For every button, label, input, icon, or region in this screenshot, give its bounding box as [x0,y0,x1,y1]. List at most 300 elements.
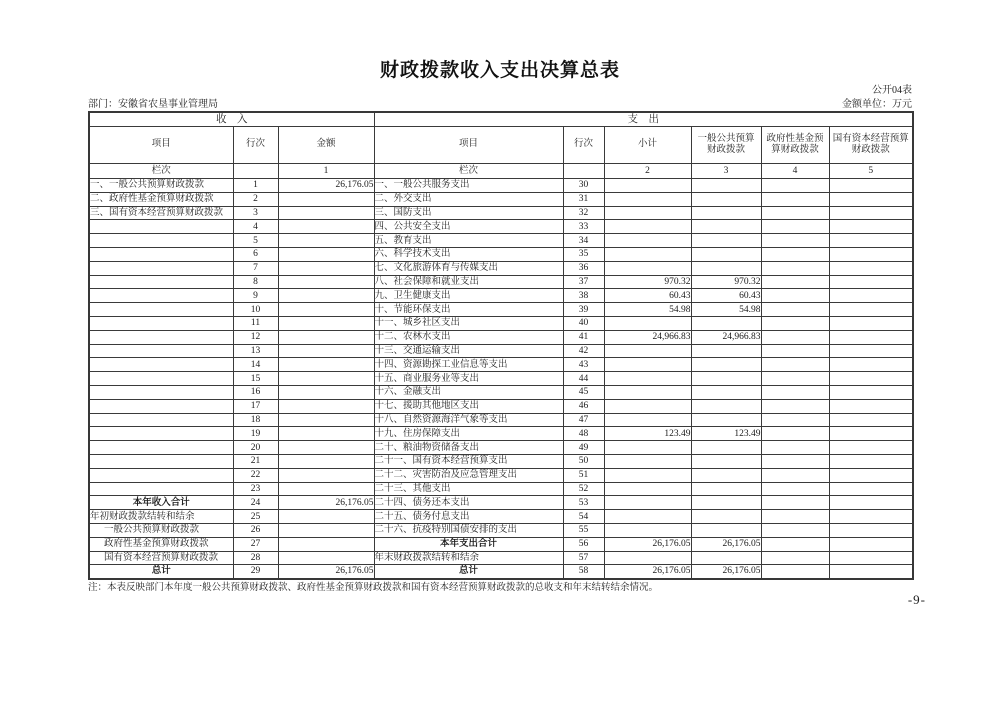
expense-line-cell: 58 [563,565,604,579]
table-row [89,537,913,551]
income-line-cell: 15 [233,372,278,386]
table-row [89,303,913,317]
lanci-income-item: 栏次 [89,164,233,179]
income-item-cell [89,358,233,372]
income-amount-cell [278,316,374,330]
expense-line-cell: 54 [563,510,604,524]
expense-item-cell: 九、卫生健康支出 [374,289,563,303]
income-line-cell: 21 [233,454,278,468]
lanci-general-budget: 3 [691,164,761,179]
income-amount-cell [278,344,374,358]
expense-state-capital-cell [829,496,913,510]
col-header-expense-subtotal: 小计 [604,127,691,164]
income-line-cell: 23 [233,482,278,496]
income-amount-cell [278,275,374,289]
expense-section-header: 支 出 [374,112,913,127]
table-body [89,179,913,579]
income-item-cell: 一、一般公共预算财政拨款 [89,179,233,193]
expense-general-budget-cell [691,468,761,482]
income-line-cell: 20 [233,441,278,455]
expense-gov-fund-cell [761,413,829,427]
table-row [89,275,913,289]
expense-gov-fund-cell [761,399,829,413]
expense-line-cell: 43 [563,358,604,372]
expense-gov-fund-cell [761,220,829,234]
expense-gov-fund-cell [761,496,829,510]
expense-general-budget-cell [691,220,761,234]
expense-state-capital-cell [829,275,913,289]
expense-subtotal-cell: 26,176.05 [604,565,691,579]
expense-general-budget-cell [691,372,761,386]
income-amount-cell: 26,176.05 [278,496,374,510]
income-line-cell: 12 [233,330,278,344]
income-line-cell: 24 [233,496,278,510]
expense-gov-fund-cell [761,510,829,524]
table-row [89,565,913,579]
expense-item-cell: 十四、资源勘探工业信息等支出 [374,358,563,372]
lanci-expense-item: 栏次 [374,164,563,179]
expense-item-cell: 十六、金融支出 [374,385,563,399]
expense-item-cell: 十三、交通运输支出 [374,344,563,358]
lanci-gov-fund-budget: 4 [761,164,829,179]
expense-state-capital-cell [829,510,913,524]
expense-line-cell: 34 [563,234,604,248]
expense-gov-fund-cell [761,441,829,455]
expense-line-cell: 37 [563,275,604,289]
income-item-cell [89,372,233,386]
expense-state-capital-cell [829,441,913,455]
expense-item-cell: 二、外交支出 [374,192,563,206]
income-amount-cell [278,303,374,317]
expense-gov-fund-cell [761,234,829,248]
expense-general-budget-cell [691,482,761,496]
expense-subtotal-cell: 970.32 [604,275,691,289]
income-line-cell: 6 [233,247,278,261]
expense-subtotal-cell [604,261,691,275]
expense-subtotal-cell [604,523,691,537]
expense-general-budget-cell [691,385,761,399]
income-line-cell: 26 [233,523,278,537]
table-row [89,496,913,510]
expense-general-budget-cell: 123.49 [691,427,761,441]
expense-line-cell: 31 [563,192,604,206]
expense-line-cell: 55 [563,523,604,537]
expense-state-capital-cell [829,385,913,399]
expense-state-capital-cell [829,289,913,303]
lanci-income-line [233,164,278,179]
expense-subtotal-cell [604,468,691,482]
income-line-cell: 5 [233,234,278,248]
expense-state-capital-cell [829,192,913,206]
expense-item-cell: 本年支出合计 [374,537,563,551]
expense-item-cell: 十一、城乡社区支出 [374,316,563,330]
income-item-cell [89,330,233,344]
lanci-expense-subtotal: 2 [604,164,691,179]
income-amount-cell [278,192,374,206]
expense-item-cell: 六、科学技术支出 [374,247,563,261]
expense-state-capital-cell [829,220,913,234]
income-line-cell: 1 [233,179,278,193]
expense-general-budget-cell [691,192,761,206]
expense-item-cell: 十七、援助其他地区支出 [374,399,563,413]
expense-line-cell: 30 [563,179,604,193]
expense-gov-fund-cell [761,330,829,344]
expense-gov-fund-cell [761,206,829,220]
income-amount-cell [278,247,374,261]
expense-state-capital-cell [829,413,913,427]
income-amount-cell [278,330,374,344]
expense-general-budget-cell: 26,176.05 [691,537,761,551]
expense-general-budget-cell [691,551,761,565]
expense-subtotal-cell: 60.43 [604,289,691,303]
expense-line-cell: 35 [563,247,604,261]
income-amount-cell [278,551,374,565]
table-row [89,206,913,220]
expense-item-cell: 三、国防支出 [374,206,563,220]
page-title: 财政拨款收入支出决算总表 [379,60,620,81]
expense-gov-fund-cell [761,427,829,441]
income-line-cell: 2 [233,192,278,206]
expense-state-capital-cell [829,303,913,317]
income-item-cell: 本年收入合计 [89,496,233,510]
table-row [89,179,913,193]
income-item-cell [89,399,233,413]
income-line-cell: 17 [233,399,278,413]
income-item-cell [89,247,233,261]
income-item-cell [89,316,233,330]
col-header-gov-fund-budget: 政府性基金预算财政拨款 [761,127,829,164]
expense-state-capital-cell [829,206,913,220]
expense-item-cell: 年末财政拨款结转和结余 [374,551,563,565]
expense-state-capital-cell [829,482,913,496]
table-row [89,413,913,427]
income-item-cell: 年初财政拨款结转和结余 [89,510,233,524]
income-line-cell: 13 [233,344,278,358]
expense-line-cell: 44 [563,372,604,386]
expense-gov-fund-cell [761,289,829,303]
table-row [89,358,913,372]
expense-subtotal-cell: 123.49 [604,427,691,441]
income-amount-cell [278,385,374,399]
income-amount-cell [278,441,374,455]
expense-state-capital-cell [829,399,913,413]
expense-state-capital-cell [829,454,913,468]
table-row [89,468,913,482]
expense-gov-fund-cell [761,303,829,317]
income-amount-cell [278,372,374,386]
expense-general-budget-cell [691,496,761,510]
expense-item-cell: 二十四、债务还本支出 [374,496,563,510]
expense-item-cell: 十五、商业服务业等支出 [374,372,563,386]
table-row [89,482,913,496]
expense-line-cell: 51 [563,468,604,482]
income-line-cell: 8 [233,275,278,289]
expense-gov-fund-cell [761,275,829,289]
expense-gov-fund-cell [761,358,829,372]
fiscal-summary-table-wrap [88,111,914,580]
col-header-income-line: 行次 [233,127,278,164]
expense-line-cell: 41 [563,330,604,344]
expense-line-cell: 47 [563,413,604,427]
income-item-cell [89,427,233,441]
expense-line-cell: 45 [563,385,604,399]
income-amount-cell [278,261,374,275]
expense-line-cell: 48 [563,427,604,441]
col-header-income-amount: 金额 [278,127,374,164]
expense-gov-fund-cell [761,247,829,261]
income-amount-cell [278,358,374,372]
table-row [89,454,913,468]
income-line-cell: 3 [233,206,278,220]
lanci-income-amount: 1 [278,164,374,179]
expense-line-cell: 56 [563,537,604,551]
expense-subtotal-cell [604,551,691,565]
expense-subtotal-cell [604,441,691,455]
expense-item-cell: 二十一、国有资本经营预算支出 [374,454,563,468]
income-item-cell: 总计 [89,565,233,579]
expense-item-cell: 二十三、其他支出 [374,482,563,496]
expense-gov-fund-cell [761,482,829,496]
income-item-cell [89,275,233,289]
income-amount-cell [278,537,374,551]
expense-line-cell: 39 [563,303,604,317]
expense-general-budget-cell: 26,176.05 [691,565,761,579]
expense-line-cell: 57 [563,551,604,565]
expense-subtotal-cell [604,206,691,220]
expense-subtotal-cell: 24,966.83 [604,330,691,344]
expense-state-capital-cell [829,523,913,537]
expense-line-cell: 42 [563,344,604,358]
expense-gov-fund-cell [761,372,829,386]
expense-general-budget-cell [691,206,761,220]
table-row [89,372,913,386]
income-amount-cell [278,289,374,303]
expense-state-capital-cell [829,468,913,482]
table-row [89,523,913,537]
expense-line-cell: 33 [563,220,604,234]
expense-subtotal-cell [604,496,691,510]
col-header-expense-item: 项目 [374,127,563,164]
expense-line-cell: 52 [563,482,604,496]
expense-general-budget-cell [691,261,761,275]
unit-label: 金额单位：万元 [842,99,912,110]
income-amount-cell [278,399,374,413]
expense-gov-fund-cell [761,454,829,468]
section-header-row [89,112,913,127]
expense-subtotal-cell [604,399,691,413]
expense-subtotal-cell: 54.98 [604,303,691,317]
col-header-state-capital-budget: 国有资本经营预算财政拨款 [829,127,913,164]
expense-item-cell: 二十六、抗疫特别国债安排的支出 [374,523,563,537]
expense-item-cell: 十二、农林水支出 [374,330,563,344]
income-section-header: 收 入 [89,112,374,127]
page-number: -9- [907,592,926,607]
expense-state-capital-cell [829,316,913,330]
income-item-cell [89,413,233,427]
footnote: 注：本表反映部门本年度一般公共预算财政拨款、政府性基金预算财政拨款和国有资本经营预算财政拨款的总收支和年末结转结余情况。 [88,583,659,593]
expense-general-budget-cell [691,316,761,330]
expense-state-capital-cell [829,179,913,193]
income-line-cell: 11 [233,316,278,330]
income-item-cell: 一般公共预算财政拨款 [89,523,233,537]
income-item-cell [89,289,233,303]
income-line-cell: 14 [233,358,278,372]
table-row [89,344,913,358]
expense-gov-fund-cell [761,192,829,206]
expense-state-capital-cell [829,234,913,248]
expense-state-capital-cell [829,551,913,565]
expense-general-budget-cell [691,510,761,524]
expense-line-cell: 46 [563,399,604,413]
table-row [89,330,913,344]
expense-state-capital-cell [829,358,913,372]
income-line-cell: 19 [233,427,278,441]
col-header-general-budget: 一般公共预算财政拨款 [691,127,761,164]
income-item-cell: 政府性基金预算财政拨款 [89,537,233,551]
fiscal-summary-table [88,111,914,580]
expense-state-capital-cell [829,565,913,579]
table-row [89,510,913,524]
table-code-label: 公开04表 [872,85,912,96]
expense-subtotal-cell [604,192,691,206]
expense-subtotal-cell [604,385,691,399]
income-line-cell: 22 [233,468,278,482]
income-line-cell: 18 [233,413,278,427]
expense-gov-fund-cell [761,385,829,399]
expense-subtotal-cell [604,413,691,427]
col-header-income-item: 项目 [89,127,233,164]
expense-item-cell: 一、一般公共服务支出 [374,179,563,193]
table-row [89,289,913,303]
department-label: 部门：安徽省农垦事业管理局 [88,99,218,110]
expense-gov-fund-cell [761,551,829,565]
col-header-expense-line: 行次 [563,127,604,164]
table-row [89,261,913,275]
expense-general-budget-cell: 24,966.83 [691,330,761,344]
income-amount-cell [278,234,374,248]
income-item-cell [89,234,233,248]
expense-gov-fund-cell [761,316,829,330]
expense-item-cell: 二十五、债务付息支出 [374,510,563,524]
expense-general-budget-cell [691,358,761,372]
expense-general-budget-cell [691,523,761,537]
expense-line-cell: 36 [563,261,604,275]
income-amount-cell [278,206,374,220]
expense-general-budget-cell [691,399,761,413]
expense-line-cell: 50 [563,454,604,468]
lanci-state-capital-budget: 5 [829,164,913,179]
income-line-cell: 16 [233,385,278,399]
expense-state-capital-cell [829,247,913,261]
income-line-cell: 27 [233,537,278,551]
expense-item-cell: 八、社会保障和就业支出 [374,275,563,289]
expense-subtotal-cell: 26,176.05 [604,537,691,551]
expense-gov-fund-cell [761,468,829,482]
income-item-cell: 国有资本经营预算财政拨款 [89,551,233,565]
expense-item-cell: 十、节能环保支出 [374,303,563,317]
expense-subtotal-cell [604,220,691,234]
expense-subtotal-cell [604,482,691,496]
expense-gov-fund-cell [761,565,829,579]
expense-line-cell: 53 [563,496,604,510]
expense-subtotal-cell [604,372,691,386]
income-amount-cell [278,427,374,441]
expense-item-cell: 七、文化旅游体育与传媒支出 [374,261,563,275]
income-amount-cell [278,454,374,468]
expense-subtotal-cell [604,179,691,193]
expense-general-budget-cell [691,234,761,248]
income-amount-cell: 26,176.05 [278,179,374,193]
column-header-row [89,127,913,164]
expense-state-capital-cell [829,261,913,275]
income-amount-cell [278,220,374,234]
expense-state-capital-cell [829,330,913,344]
expense-general-budget-cell [691,441,761,455]
expense-general-budget-cell [691,179,761,193]
income-amount-cell [278,413,374,427]
expense-state-capital-cell [829,344,913,358]
expense-item-cell: 十九、住房保障支出 [374,427,563,441]
income-item-cell [89,220,233,234]
expense-line-cell: 32 [563,206,604,220]
table-row [89,247,913,261]
income-line-cell: 28 [233,551,278,565]
income-line-cell: 29 [233,565,278,579]
expense-gov-fund-cell [761,261,829,275]
income-item-cell: 二、政府性基金预算财政拨款 [89,192,233,206]
income-item-cell [89,468,233,482]
expense-subtotal-cell [604,316,691,330]
expense-general-budget-cell: 970.32 [691,275,761,289]
expense-item-cell: 二十二、灾害防治及应急管理支出 [374,468,563,482]
expense-item-cell: 二十、粮油物资储备支出 [374,441,563,455]
income-line-cell: 25 [233,510,278,524]
income-line-cell: 7 [233,261,278,275]
expense-item-cell: 五、教育支出 [374,234,563,248]
expense-subtotal-cell [604,234,691,248]
table-row [89,427,913,441]
lanci-expense-line [563,164,604,179]
expense-item-cell: 十八、自然资源海洋气象等支出 [374,413,563,427]
expense-subtotal-cell [604,510,691,524]
expense-item-cell: 总计 [374,565,563,579]
income-amount-cell: 26,176.05 [278,565,374,579]
income-item-cell: 三、国有资本经营预算财政拨款 [89,206,233,220]
table-row [89,441,913,455]
income-amount-cell [278,523,374,537]
expense-line-cell: 38 [563,289,604,303]
expense-subtotal-cell [604,247,691,261]
expense-item-cell: 四、公共安全支出 [374,220,563,234]
expense-general-budget-cell [691,413,761,427]
expense-state-capital-cell [829,372,913,386]
column-index-row [89,164,913,179]
expense-state-capital-cell [829,537,913,551]
income-amount-cell [278,482,374,496]
expense-subtotal-cell [604,454,691,468]
expense-general-budget-cell [691,344,761,358]
income-item-cell [89,482,233,496]
expense-line-cell: 40 [563,316,604,330]
expense-subtotal-cell [604,358,691,372]
income-item-cell [89,344,233,358]
table-row [89,316,913,330]
income-amount-cell [278,510,374,524]
table-row [89,234,913,248]
expense-gov-fund-cell [761,344,829,358]
table-row [89,220,913,234]
expense-general-budget-cell [691,247,761,261]
